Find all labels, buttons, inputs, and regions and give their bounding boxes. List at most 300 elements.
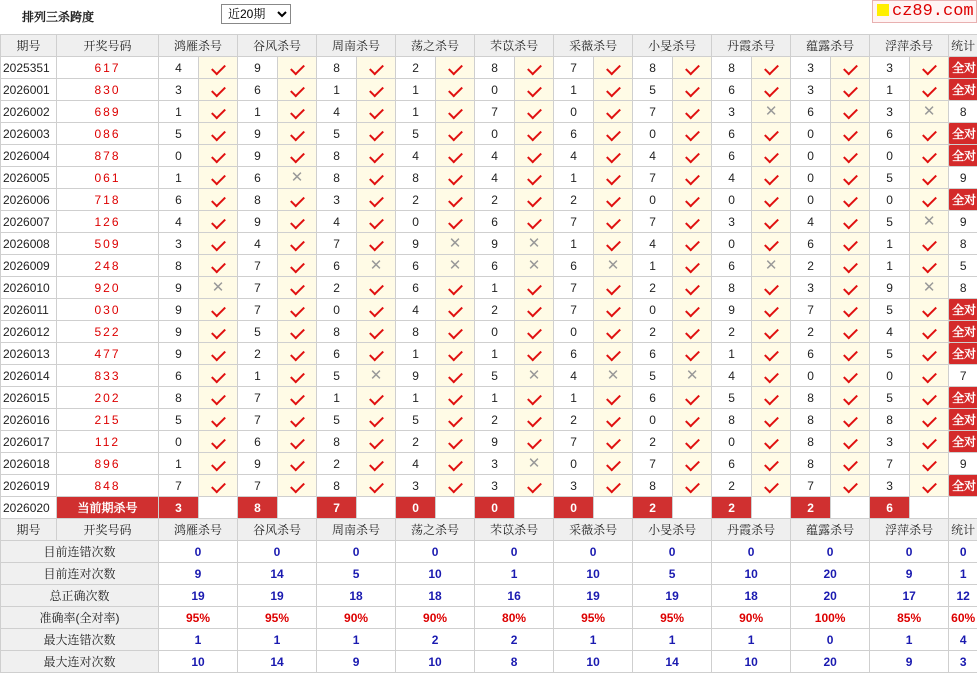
kill-number-cell: 3 <box>159 79 199 101</box>
check-icon <box>448 368 463 383</box>
result-mark-cell <box>910 167 949 189</box>
check-icon <box>606 236 621 251</box>
kill-number-cell: 5 <box>633 365 673 387</box>
result-mark-cell <box>752 409 791 431</box>
correct-count: 5 <box>960 259 967 273</box>
period-cell: 2026009 <box>1 255 57 277</box>
result-mark-cell <box>752 431 791 453</box>
kill-number-cell: 0 <box>159 431 199 453</box>
expert-column-header[interactable]: 丹霞杀号 <box>712 519 791 541</box>
result-mark-cell <box>673 475 712 497</box>
cross-icon: ✕ <box>370 368 383 383</box>
draw-number-cell: 126 <box>57 211 159 233</box>
expert-column-header[interactable]: 小旻杀号 <box>633 35 712 57</box>
kill-number-cell: 4 <box>554 145 594 167</box>
period-cell: 2025351 <box>1 57 57 79</box>
cross-icon: ✕ <box>291 170 304 185</box>
kill-number-cell: 4 <box>396 299 436 321</box>
summary-value: 19 <box>159 585 238 607</box>
result-mark-cell <box>831 233 870 255</box>
table-row <box>1 453 977 475</box>
result-mark-cell <box>199 255 238 277</box>
kill-number-cell: 6 <box>238 167 278 189</box>
result-mark-cell <box>673 167 712 189</box>
expert-column-header[interactable]: 丹霞杀号 <box>712 35 791 57</box>
stat-cell <box>949 365 977 387</box>
draw-number-cell: 202 <box>57 387 159 409</box>
table-row <box>1 145 977 167</box>
kill-number-cell: 0 <box>791 365 831 387</box>
result-mark-cell <box>278 189 317 211</box>
kill-number-cell: 2 <box>396 57 436 79</box>
check-icon <box>290 192 305 207</box>
result-mark-cell <box>199 145 238 167</box>
expert-column-header[interactable]: 周南杀号 <box>317 519 396 541</box>
check-icon <box>922 302 937 317</box>
result-mark-cell <box>436 365 475 387</box>
summary-value: 0 <box>791 541 870 563</box>
summary-value: 0 <box>949 541 977 563</box>
summary-value: 90% <box>396 607 475 629</box>
kill-number-cell: 6 <box>159 189 199 211</box>
kill-number-cell: 6 <box>712 453 752 475</box>
summary-value: 14 <box>238 651 317 673</box>
result-mark-cell <box>436 255 475 277</box>
check-icon <box>527 82 542 97</box>
all-correct-badge: 全对 <box>949 321 977 342</box>
check-icon <box>843 390 858 405</box>
period-range-select[interactable] <box>221 4 291 24</box>
expert-column-header[interactable]: 浮萍杀号 <box>870 35 949 57</box>
result-mark-cell <box>594 79 633 101</box>
summary-value: 17 <box>870 585 949 607</box>
result-mark-cell <box>436 79 475 101</box>
result-mark-cell <box>752 211 791 233</box>
table-row <box>1 277 977 299</box>
site-logo[interactable] <box>872 0 977 23</box>
expert-column-header[interactable]: 荡之杀号 <box>396 519 475 541</box>
kill-number-cell: 2 <box>475 299 515 321</box>
current-kill-label: 当前期杀号 <box>57 497 159 519</box>
result-mark-cell <box>278 211 317 233</box>
result-mark-cell <box>594 321 633 343</box>
kill-number-cell: 0 <box>633 123 673 145</box>
result-mark-cell <box>199 79 238 101</box>
check-icon <box>922 478 937 493</box>
check-icon <box>843 170 858 185</box>
kill-number-cell: 7 <box>633 167 673 189</box>
stat-cell <box>949 343 977 365</box>
kill-number-cell: 9 <box>159 277 199 299</box>
check-icon <box>527 346 542 361</box>
result-mark-cell <box>910 431 949 453</box>
check-icon <box>211 82 226 97</box>
kill-number-cell: 8 <box>712 57 752 79</box>
kill-number-cell: 2 <box>238 343 278 365</box>
result-mark-cell <box>278 409 317 431</box>
period-cell: 2026012 <box>1 321 57 343</box>
check-icon <box>685 60 700 75</box>
result-mark-cell <box>199 299 238 321</box>
result-mark-cell <box>199 123 238 145</box>
expert-column-header[interactable]: 鸿雁杀号 <box>159 35 238 57</box>
kill-number-cell: 8 <box>317 431 357 453</box>
result-mark-cell <box>436 409 475 431</box>
kill-number-cell: 0 <box>712 189 752 211</box>
col-stat-header: 统计 <box>949 35 977 57</box>
stat-cell <box>949 57 977 79</box>
kill-number-cell: 7 <box>238 277 278 299</box>
summary-value: 3 <box>949 651 977 673</box>
check-icon <box>527 478 542 493</box>
period-cell: 2026008 <box>1 233 57 255</box>
check-icon <box>764 478 779 493</box>
current-empty-cell <box>673 497 712 519</box>
draw-number-cell: 509 <box>57 233 159 255</box>
result-mark-cell <box>199 321 238 343</box>
summary-row <box>1 607 977 629</box>
check-icon <box>764 82 779 97</box>
check-icon <box>922 126 937 141</box>
kill-number-cell: 8 <box>317 167 357 189</box>
kill-number-cell: 6 <box>712 79 752 101</box>
stat-cell <box>949 453 977 475</box>
result-mark-cell <box>436 453 475 475</box>
kill-number-cell: 4 <box>475 145 515 167</box>
expert-column-header[interactable]: 荡之杀号 <box>396 35 475 57</box>
summary-label: 准确率(全对率) <box>1 607 159 629</box>
kill-number-cell: 4 <box>475 167 515 189</box>
kill-number-cell: 0 <box>870 189 910 211</box>
check-icon <box>843 478 858 493</box>
kill-number-cell: 8 <box>870 409 910 431</box>
kill-number-cell: 4 <box>238 233 278 255</box>
result-mark-cell <box>278 321 317 343</box>
summary-value: 1 <box>870 629 949 651</box>
kill-number-cell: 4 <box>317 211 357 233</box>
check-icon <box>290 236 305 251</box>
result-mark-cell <box>436 299 475 321</box>
result-mark-cell <box>831 101 870 123</box>
result-mark-cell <box>673 233 712 255</box>
result-mark-cell <box>752 123 791 145</box>
result-mark-cell <box>436 343 475 365</box>
result-mark-cell <box>673 123 712 145</box>
kill-number-cell: 6 <box>712 145 752 167</box>
summary-value: 18 <box>317 585 396 607</box>
check-icon <box>843 82 858 97</box>
expert-column-header[interactable]: 周南杀号 <box>317 35 396 57</box>
col-draw-header: 开奖号码 <box>57 519 159 541</box>
check-icon <box>527 214 542 229</box>
current-empty-cell <box>752 497 791 519</box>
result-mark-cell <box>278 79 317 101</box>
expert-column-header[interactable]: 蕴露杀号 <box>791 519 870 541</box>
kill-number-cell: 6 <box>159 365 199 387</box>
kill-number-cell: 5 <box>870 343 910 365</box>
result-mark-cell <box>831 57 870 79</box>
expert-column-header[interactable]: 采薇杀号 <box>554 35 633 57</box>
kill-number-cell: 9 <box>396 365 436 387</box>
kill-number-cell: 1 <box>554 79 594 101</box>
result-mark-cell <box>515 365 554 387</box>
result-mark-cell <box>278 167 317 189</box>
kill-number-cell: 5 <box>633 79 673 101</box>
table-row <box>1 255 977 277</box>
expert-column-header[interactable]: 芣苡杀号 <box>475 519 554 541</box>
expert-column-header[interactable]: 浮萍杀号 <box>870 519 949 541</box>
result-mark-cell <box>594 57 633 79</box>
result-mark-cell <box>831 211 870 233</box>
period-cell: 2026010 <box>1 277 57 299</box>
result-mark-cell <box>831 409 870 431</box>
result-mark-cell <box>594 277 633 299</box>
result-mark-cell <box>199 101 238 123</box>
kill-number-cell: 1 <box>396 101 436 123</box>
kill-number-cell: 2 <box>475 409 515 431</box>
result-mark-cell <box>515 453 554 475</box>
check-icon <box>922 258 937 273</box>
expert-column-header[interactable]: 蕴露杀号 <box>791 35 870 57</box>
current-kill-number: 7 <box>317 497 357 519</box>
summary-value: 20 <box>791 563 870 585</box>
cross-icon: ✕ <box>923 214 936 229</box>
kill-number-cell: 4 <box>633 233 673 255</box>
result-mark-cell <box>278 233 317 255</box>
check-icon <box>369 434 384 449</box>
result-mark-cell <box>673 145 712 167</box>
kill-number-cell: 6 <box>712 123 752 145</box>
col-period-header: 期号 <box>1 35 57 57</box>
check-icon <box>448 478 463 493</box>
check-icon <box>922 170 937 185</box>
all-correct-badge: 全对 <box>949 475 977 496</box>
result-mark-cell <box>515 189 554 211</box>
summary-value: 1 <box>554 629 633 651</box>
check-icon <box>922 148 937 163</box>
summary-value: 90% <box>317 607 396 629</box>
result-mark-cell <box>594 431 633 453</box>
stat-cell <box>949 475 977 497</box>
result-mark-cell <box>594 255 633 277</box>
check-icon <box>606 346 621 361</box>
draw-number-cell: 878 <box>57 145 159 167</box>
expert-column-header[interactable]: 谷风杀号 <box>238 519 317 541</box>
summary-label: 最大连对次数 <box>1 651 159 673</box>
summary-value: 9 <box>317 651 396 673</box>
period-cell: 2026002 <box>1 101 57 123</box>
check-icon <box>290 280 305 295</box>
expert-column-header[interactable]: 芣苡杀号 <box>475 35 554 57</box>
result-mark-cell <box>910 145 949 167</box>
current-empty-cell <box>831 497 870 519</box>
table-row <box>1 365 977 387</box>
summary-value: 95% <box>554 607 633 629</box>
table-row <box>1 211 977 233</box>
check-icon <box>448 192 463 207</box>
kill-number-cell: 5 <box>159 123 199 145</box>
result-mark-cell <box>831 431 870 453</box>
check-icon <box>606 60 621 75</box>
table-row <box>1 233 977 255</box>
stat-cell <box>949 167 977 189</box>
check-icon <box>448 346 463 361</box>
expert-column-header[interactable]: 采薇杀号 <box>554 519 633 541</box>
check-icon <box>448 280 463 295</box>
check-icon <box>606 214 621 229</box>
check-icon <box>764 412 779 427</box>
kill-number-cell: 2 <box>633 277 673 299</box>
current-kill-number: 2 <box>791 497 831 519</box>
summary-value: 1 <box>317 629 396 651</box>
result-mark-cell <box>515 409 554 431</box>
check-icon <box>843 302 858 317</box>
summary-value: 0 <box>396 541 475 563</box>
summary-value: 90% <box>712 607 791 629</box>
check-icon <box>448 302 463 317</box>
check-icon <box>527 170 542 185</box>
check-icon <box>764 192 779 207</box>
check-icon <box>290 368 305 383</box>
period-cell: 2026017 <box>1 431 57 453</box>
result-mark-cell <box>831 167 870 189</box>
logo-square-icon <box>877 4 889 16</box>
kill-number-cell: 1 <box>475 343 515 365</box>
check-icon <box>922 434 937 449</box>
expert-column-header[interactable]: 谷风杀号 <box>238 35 317 57</box>
result-mark-cell <box>278 475 317 497</box>
result-mark-cell <box>594 145 633 167</box>
result-mark-cell <box>199 277 238 299</box>
result-mark-cell <box>515 211 554 233</box>
summary-row <box>1 629 977 651</box>
stat-cell <box>949 189 977 211</box>
result-mark-cell <box>278 277 317 299</box>
check-icon <box>843 258 858 273</box>
result-mark-cell <box>594 211 633 233</box>
result-mark-cell <box>752 167 791 189</box>
result-mark-cell <box>673 277 712 299</box>
check-icon <box>527 412 542 427</box>
check-icon <box>290 412 305 427</box>
period-cell: 2026015 <box>1 387 57 409</box>
check-icon <box>764 346 779 361</box>
draw-number-cell: 896 <box>57 453 159 475</box>
result-mark-cell <box>910 123 949 145</box>
result-mark-cell <box>199 365 238 387</box>
kill-number-cell: 1 <box>870 79 910 101</box>
result-mark-cell <box>831 343 870 365</box>
check-icon <box>843 60 858 75</box>
kill-number-cell: 0 <box>791 167 831 189</box>
summary-value: 60% <box>949 607 977 629</box>
check-icon <box>369 170 384 185</box>
kill-number-cell: 8 <box>791 431 831 453</box>
check-icon <box>922 456 937 471</box>
kill-number-cell: 1 <box>317 387 357 409</box>
stat-cell <box>949 277 977 299</box>
kill-number-cell: 1 <box>238 101 278 123</box>
period-cell: 2026007 <box>1 211 57 233</box>
check-icon <box>527 324 542 339</box>
kill-number-cell: 6 <box>791 101 831 123</box>
table-row <box>1 431 977 453</box>
result-mark-cell <box>910 211 949 233</box>
kill-number-cell: 7 <box>633 453 673 475</box>
current-kill-number: 0 <box>396 497 436 519</box>
kill-number-cell: 5 <box>396 123 436 145</box>
summary-value: 85% <box>870 607 949 629</box>
summary-value: 20 <box>791 585 870 607</box>
summary-value: 10 <box>554 651 633 673</box>
kill-number-cell: 3 <box>475 475 515 497</box>
check-icon <box>369 214 384 229</box>
summary-value: 14 <box>238 563 317 585</box>
result-mark-cell <box>752 321 791 343</box>
col-period-header: 期号 <box>1 519 57 541</box>
check-icon <box>685 148 700 163</box>
draw-number-cell: 689 <box>57 101 159 123</box>
result-mark-cell <box>515 321 554 343</box>
kill-number-cell: 8 <box>396 167 436 189</box>
result-mark-cell <box>910 365 949 387</box>
expert-column-header[interactable]: 鸿雁杀号 <box>159 519 238 541</box>
draw-number-cell: 086 <box>57 123 159 145</box>
current-kill-number: 0 <box>554 497 594 519</box>
check-icon <box>922 60 937 75</box>
kill-number-cell: 9 <box>159 321 199 343</box>
kill-number-cell: 2 <box>712 321 752 343</box>
result-mark-cell <box>199 167 238 189</box>
result-mark-cell <box>752 475 791 497</box>
check-icon <box>843 104 858 119</box>
current-empty-cell <box>357 497 396 519</box>
summary-value: 1 <box>949 563 977 585</box>
kill-number-cell: 9 <box>475 233 515 255</box>
period-cell: 2026014 <box>1 365 57 387</box>
check-icon <box>843 434 858 449</box>
result-mark-cell <box>910 343 949 365</box>
check-icon <box>606 434 621 449</box>
summary-value: 0 <box>317 541 396 563</box>
result-mark-cell <box>752 277 791 299</box>
summary-value: 12 <box>949 585 977 607</box>
summary-value: 2 <box>475 629 554 651</box>
current-empty-cell <box>515 497 554 519</box>
kill-number-cell: 7 <box>791 475 831 497</box>
check-icon <box>448 434 463 449</box>
top-bar <box>0 0 977 33</box>
expert-column-header[interactable]: 小旻杀号 <box>633 519 712 541</box>
summary-label: 最大连错次数 <box>1 629 159 651</box>
draw-number-cell: 215 <box>57 409 159 431</box>
kill-number-cell: 6 <box>317 343 357 365</box>
kill-number-cell: 7 <box>317 233 357 255</box>
cross-icon: ✕ <box>370 258 383 273</box>
check-icon <box>369 390 384 405</box>
period-cell: 2026018 <box>1 453 57 475</box>
kill-number-cell: 1 <box>475 387 515 409</box>
kill-number-cell: 0 <box>317 299 357 321</box>
kill-number-cell: 1 <box>870 233 910 255</box>
summary-value: 19 <box>554 585 633 607</box>
check-icon <box>606 126 621 141</box>
result-mark-cell <box>910 299 949 321</box>
kill-number-cell: 4 <box>633 145 673 167</box>
result-mark-cell <box>910 255 949 277</box>
check-icon <box>211 434 226 449</box>
check-icon <box>290 214 305 229</box>
